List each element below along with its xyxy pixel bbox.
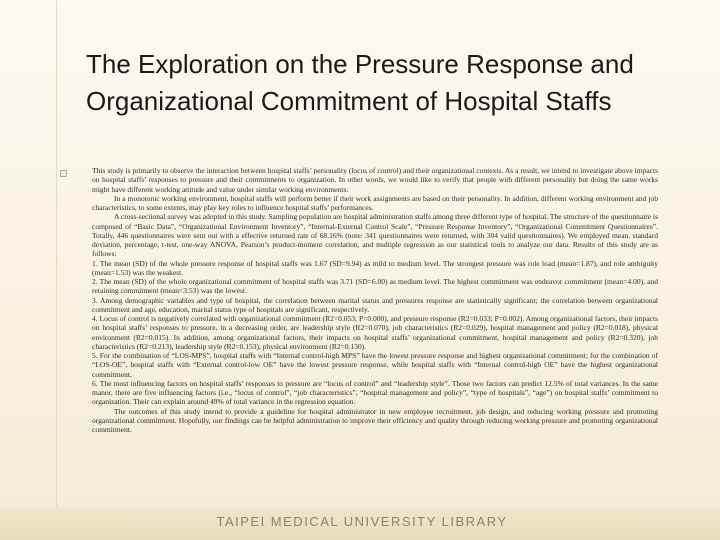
slide-title: The Exploration on the Pressure Response and Organizational Commitment of Hospital Staffs (86, 49, 634, 116)
abstract-body (92, 166, 658, 434)
abstract-paragraph-conclusion: The outcomes of this study intend to provide a guideline for hospital administrator in new employee recruitment, job design, and reducing working pressure and promoting organizational commitment. Hopefully, our findings can be helpful administration to improve their efficiency and quality through reducing working pressure and promoting organizational commitment. (92, 406, 658, 434)
abstract-paragraph-environment: In a monotonic working environment, hospital staffs will perform better if their work assignments are based on their personality. In addition, different working environment and job characteristics, to some extents, may play key roles to influence hospital staffs’ performances. (92, 193, 658, 212)
abstract-paragraph-method: A cross-sectional survey was adopted in this study. Sampling population are hospital administration staffs among three different type of hospital. The structure of the questionnaire is composed of “Basic Data”, “Organizational Environment Inventory”, “Internal-External Control Scale”, “Pressure Response Inventory”, “Organizational Commitment Questionnaires”. Totally, 446 questionnaires were sent out with a effective returned rate of 68.16% (note: 341 questionnaires were returned, with 304 valid questionnaires). We employed mean, standard deviation, percentage, t-test, one-way ANOVA, Pearson’s product-moment correlation, and multiple regression as our statistical tools to analyze our data. Results of this study are as follows: (92, 212, 658, 259)
result-item-4: 4. Locus of control is negatively correlated with organizational commitment (R2=0.053; P=0.000), and pressure response (R2=0.033; P=0.002). Among organizational factors, their impacts on hospital staffs’ responses to pressure, in a decreasing order, are leadership style (R2=0.070), job characteristics (R2=0.029), hospital management and policy (R2=0.018), physical environment (R2=0.015). In addition, among organizational factors, their impacts on hospital staffs’ organizational commitment, hospital management and policy (R2=0.320), job characteristics (R2=0.213), leadership style (R2=0.153), physical environment (R2=0.130). (92, 314, 658, 351)
left-margin-rule (56, 0, 57, 540)
result-item-6: 6. The most influencing factors on hospital staffs’ responses to pressure are “locus of control” and “leadership style”. Those two factors can predict 12.5% of total variances. In the same manor, there are five influencing factors (i.e., “locus of control”, “job characteristics”, “hospital management and policy”, “type of hospitals”, “age”) on hospital staffs’ commitment to organization. Their can explain around 49% of total variance in the regression equation. (92, 378, 658, 407)
result-item-1: 1. The mean (SD) of the whole pressure response of hospital staffs was 1.67 (SD=9.94) as mild to medium level. The strongest pressure was role load (mean=1.87), and role ambiguity (mean=1.53) was the weakest. (92, 258, 658, 277)
result-item-5: 5. For the combination of “LOS-MPS”, hospital staffs with “Internal control-high MPS” have the lowest pressure response and highest organizational commitment; for the combination of “LOS-OE”, hospital staffs with “External control-low OE” have the lowest pressure response, while hospital staffs with “Internal control-high OE” have the highest organizational commitment. (92, 351, 658, 379)
library-logo-text: TAIPEI MEDICAL UNIVERSITY LIBRARY (216, 514, 508, 529)
result-item-3: 3. Among demographic variables and type of hospital, the correlation between marital status and pressures response are statistically significant; the correlation between organizational commitment and age, education, marital status type of hospitals are significant, respectively. (92, 295, 658, 314)
result-item-2: 2. The mean (SD) of the whole organizational commitment of hospital staffs was 3.71 (SD=6.00) as medium level. The highest commitment was endeavor commitment (mean=4.00), and retaining commitment (mean=3.53) was the lowest. (92, 277, 658, 296)
abstract-paragraph-purpose: This study is primarily to observe the interaction between hospital staffs’ personality (locus of control) and their organizational contexts. As a result, we intend to investigate above impacts on hospital staffs’ responses to pressure and their commitments to organization. In other words, we would like to verify that people with different personality but doing the same works might have different working attitude and value under similar working environments. (92, 166, 658, 194)
bullet-square-icon (60, 170, 67, 177)
